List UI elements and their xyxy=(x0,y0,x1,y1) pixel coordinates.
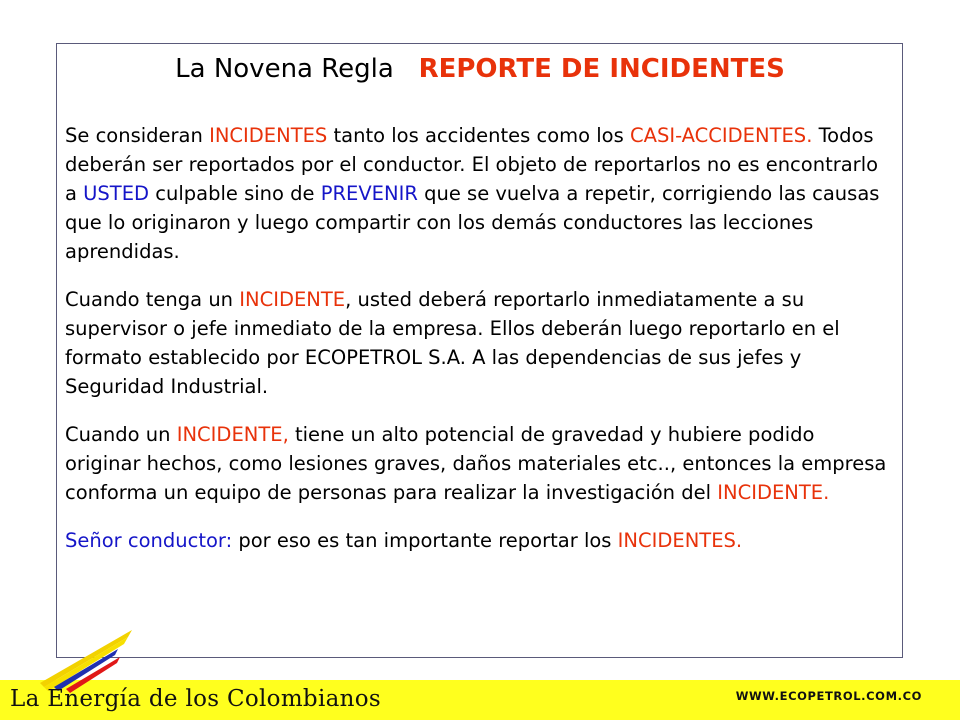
highlighted-text: INCIDENTE xyxy=(239,288,346,311)
text-segment: por eso es tan importante reportar los xyxy=(232,529,618,552)
highlighted-text: USTED xyxy=(83,182,150,205)
body-text xyxy=(65,121,895,574)
brand-slogan: La Energía de los Colombianos xyxy=(10,686,381,712)
text-segment: Cuando un xyxy=(65,423,177,446)
text-segment: culpable sino de xyxy=(149,182,321,205)
text-segment: tiene un alto potencial de gravedad y hubiere podido originar hechos, como lesiones graves, daños materiales etc.., entonces la empresa conforma un equipo de personas para realizar la investigación del xyxy=(65,423,887,504)
slide-title xyxy=(0,52,960,86)
paragraph-4 xyxy=(65,526,895,555)
highlighted-text: PREVENIR xyxy=(320,182,418,205)
text-segment: Se consideran xyxy=(65,124,210,147)
text-segment: , usted deberá reportarlo inmediatamente a su supervisor o jefe inmediato de la empresa. Ellos deberán luego reportarlo en el formato establecido por ECOPETROL S.A. A las dependencias de sus jefes y Seguridad Industrial. xyxy=(65,288,840,398)
colombia-flag-stripes-icon xyxy=(40,625,150,695)
text-segment: que se vuelva a repetir, corrigiendo las causas que lo originaron y luego compartir con los demás conductores las lecciones aprendidas. xyxy=(65,182,880,263)
title-prefix: La Novena Regla xyxy=(175,54,394,84)
paragraph-3 xyxy=(65,420,895,507)
text-segment: tanto los accidentes como los xyxy=(327,124,630,147)
paragraph-1 xyxy=(65,121,895,266)
highlighted-text: INCIDENTE. xyxy=(717,481,830,504)
text-segment: Cuando tenga un xyxy=(65,288,240,311)
highlighted-text: CASI-ACCIDENTES. xyxy=(629,124,813,147)
title-main: REPORTE DE INCIDENTES xyxy=(418,54,785,84)
text-segment: Todos deberán ser reportados por el conductor. El objeto de reportarlos no es encontrarlo a xyxy=(65,124,879,205)
highlighted-text: INCIDENTES. xyxy=(617,529,743,552)
website-link[interactable]: WWW.ECOPETROL.COM.CO xyxy=(735,689,922,703)
highlighted-text: INCIDENTE, xyxy=(176,423,289,446)
highlighted-text: Señor conductor: xyxy=(65,529,233,552)
highlighted-text: INCIDENTES xyxy=(209,124,328,147)
paragraph-2 xyxy=(65,285,895,401)
